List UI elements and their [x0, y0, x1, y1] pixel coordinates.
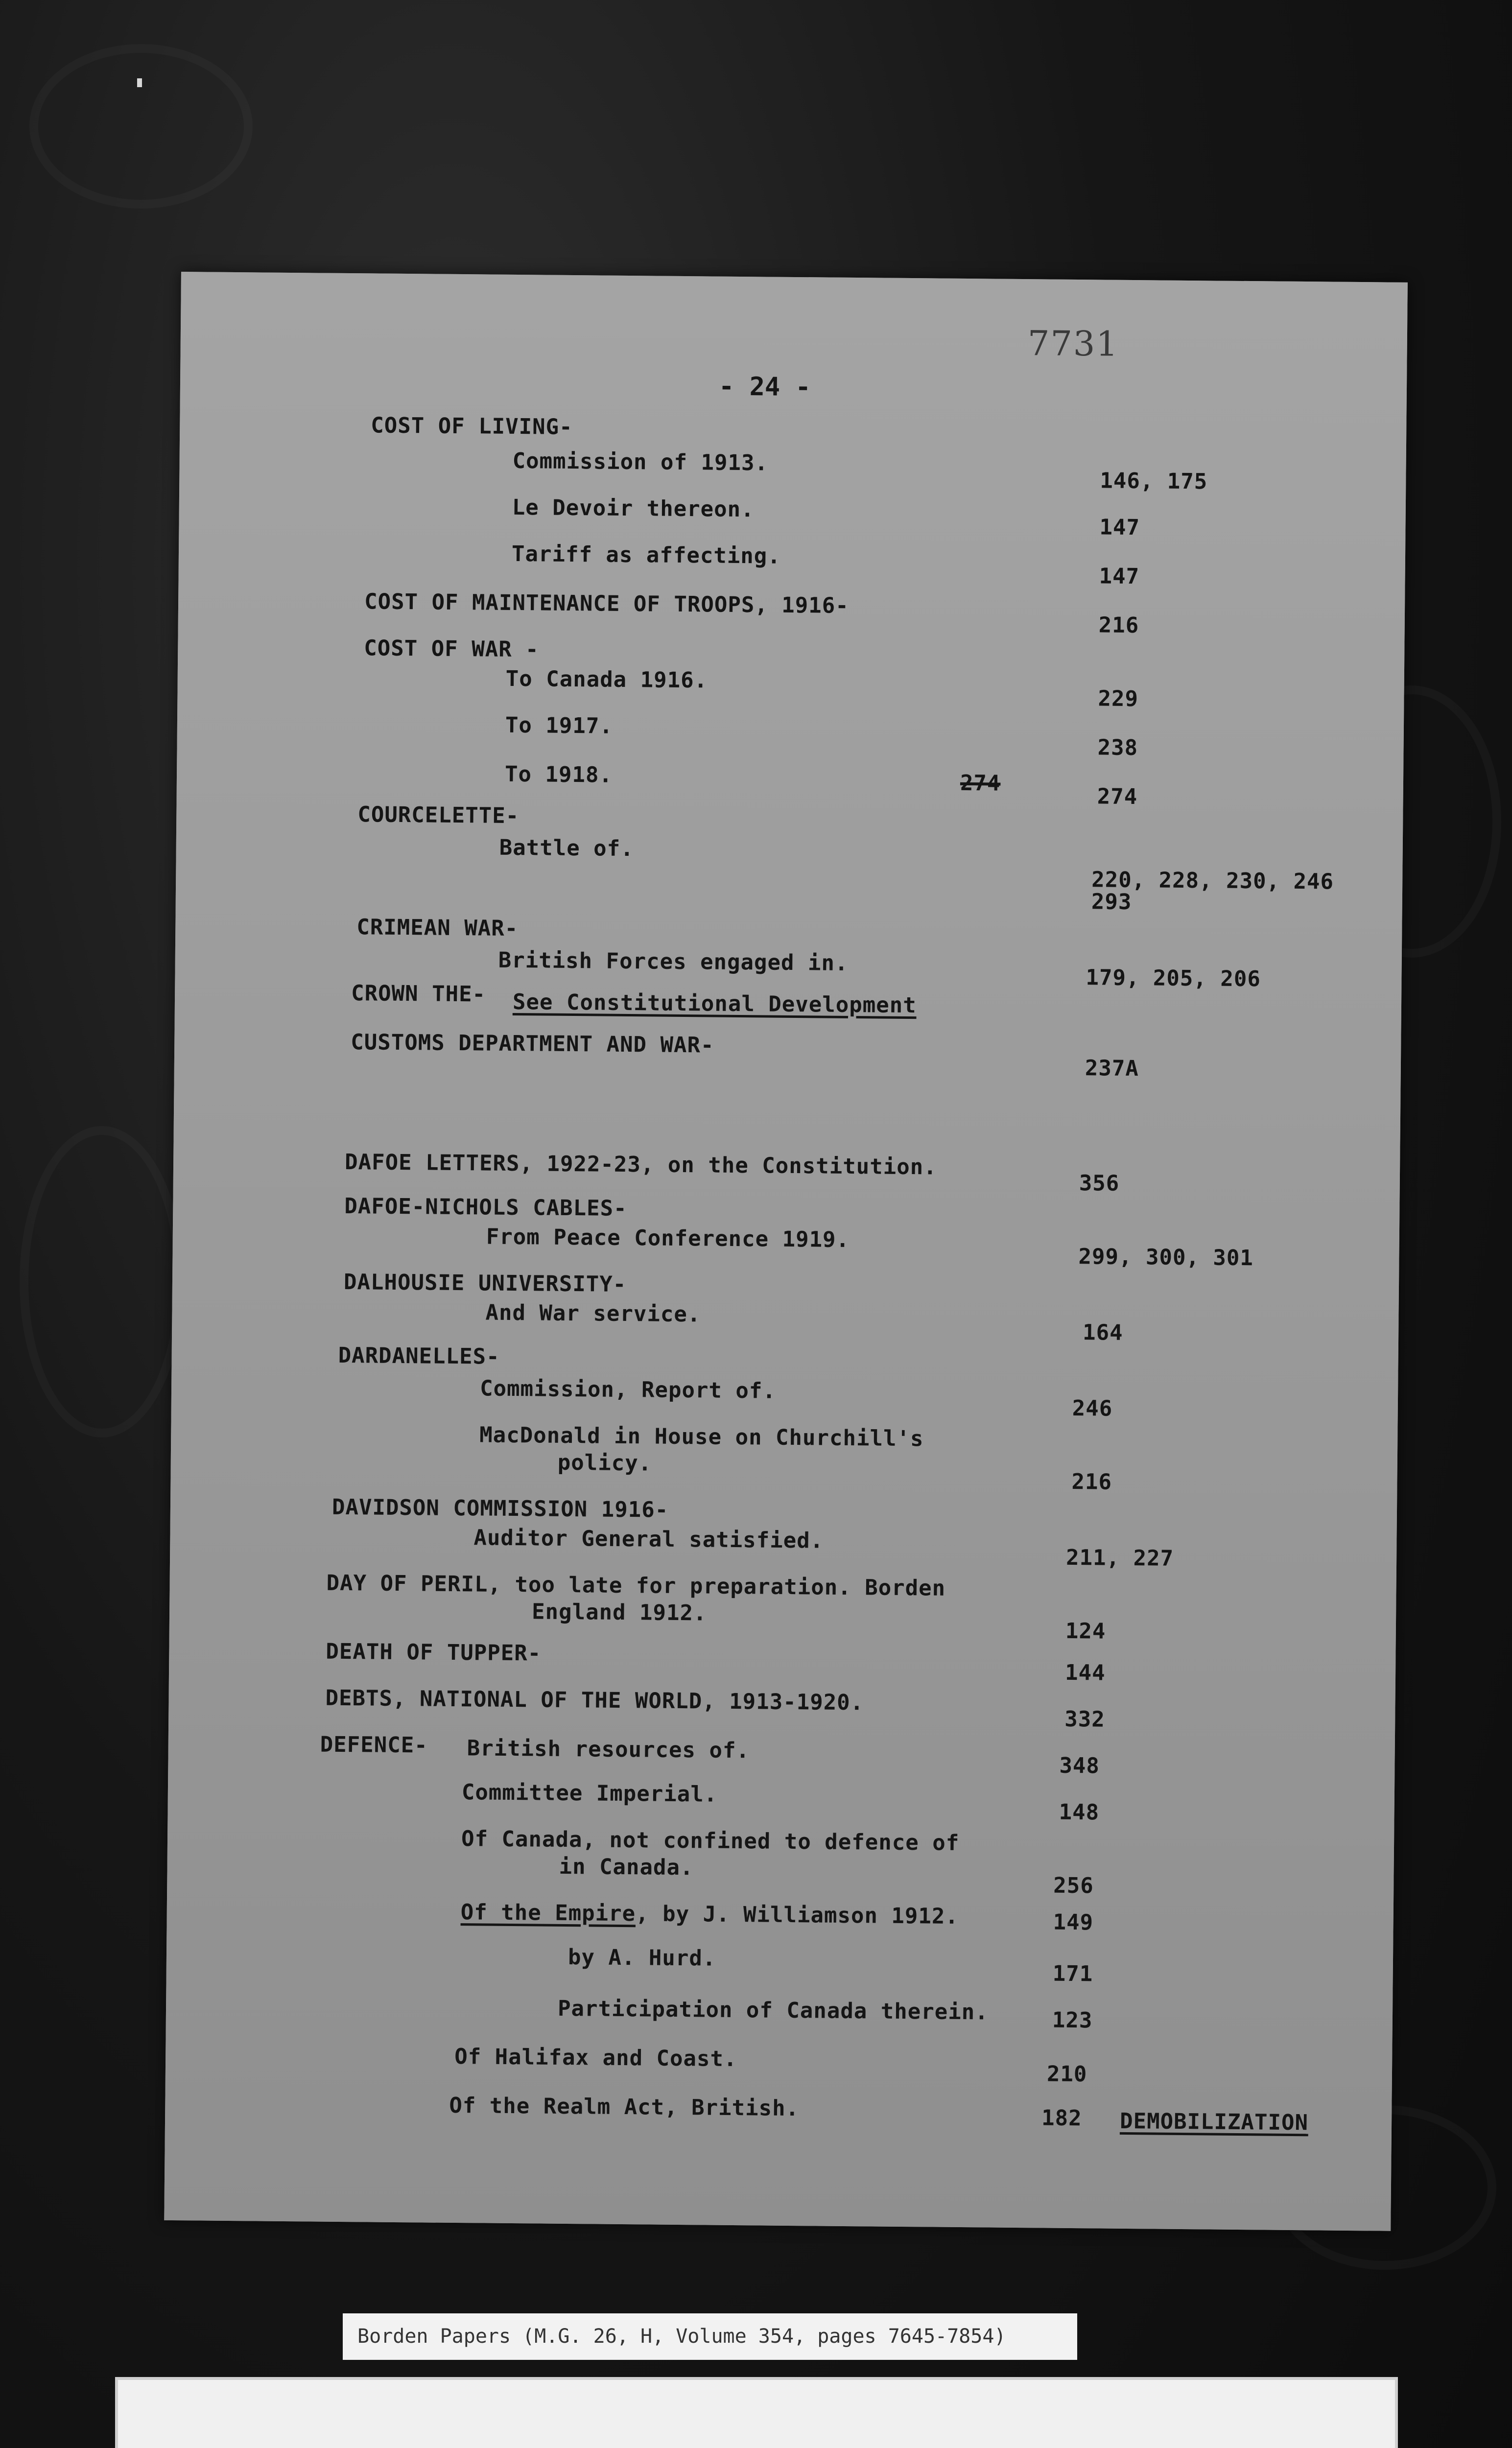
page-reference: 148: [1059, 1799, 1100, 1825]
index-subentry: [461, 1900, 959, 1929]
scan-background-blot: [20, 1126, 184, 1437]
page-reference: 123: [1052, 2007, 1093, 2033]
index-heading: DALHOUSIE UNIVERSITY-: [343, 1269, 627, 1297]
index-subentry: Auditor General satisfied.: [473, 1525, 824, 1554]
see-reference: See Constitutional Development: [512, 989, 917, 1018]
index-subentry: Commission of 1913.: [512, 448, 769, 476]
index-subentry: To Canada 1916.: [505, 666, 708, 693]
underlined-title: Of the Empire: [460, 1900, 636, 1927]
page-reference: 211, 227: [1065, 1545, 1174, 1571]
index-heading: DAVIDSON COMMISSION 1916-: [331, 1494, 669, 1523]
index-subentry: Of the Realm Act, British.: [449, 2093, 800, 2121]
index-subentry: by A. Hurd.: [567, 1945, 716, 1971]
index-subentry: To 1917.: [505, 712, 614, 739]
index-heading: CROWN THE-: [351, 981, 486, 1007]
archives-card: [115, 2377, 1398, 2448]
index-subentry: From Peace Conference 1919.: [486, 1224, 850, 1252]
index-heading: DEFENCE-: [320, 1732, 428, 1758]
index-subentry: British Forces engaged in.: [498, 947, 849, 976]
index-heading: CUSTOMS DEPARTMENT AND WAR-: [351, 1030, 714, 1058]
index-subentry: Battle of.: [499, 835, 634, 862]
page-reference: 149: [1053, 1909, 1094, 1935]
index-subentry: Of Canada, not confined to defence of: [461, 1826, 960, 1856]
page-reference: 246: [1072, 1395, 1113, 1421]
page-number: - 24 -: [718, 372, 811, 402]
index-heading: COST OF WAR -: [364, 636, 539, 662]
index-subentry: And War service.: [485, 1300, 701, 1327]
page-reference: 229: [1098, 686, 1139, 712]
page-reference: 210: [1046, 2061, 1087, 2087]
citation-label: Borden Papers (M.G. 26, H, Volume 354, pages 7645-7854): [343, 2313, 1077, 2360]
page-reference: 216: [1098, 612, 1139, 638]
index-subentry: Committee Imperial.: [461, 1780, 718, 1807]
index-subentry: England 1912.: [531, 1599, 707, 1626]
stamp-number: 7731: [1027, 323, 1119, 364]
index-heading: COST OF LIVING-: [371, 413, 573, 440]
index-subentry: in Canada.: [559, 1854, 694, 1881]
page-reference: 171: [1052, 1961, 1093, 1987]
index-subentry: To 1918.: [504, 761, 613, 788]
index-heading: DEATH OF TUPPER-: [326, 1639, 542, 1666]
page-reference: 182: [1041, 2105, 1082, 2131]
index-subentry: MacDonald in House on Churchill's: [479, 1422, 924, 1452]
page-reference: 124: [1065, 1618, 1106, 1644]
page-reference: 293: [1091, 889, 1132, 915]
page-reference: 147: [1099, 564, 1140, 589]
page-reference: 220, 228, 230, 246: [1091, 867, 1334, 894]
index-heading: DAY OF PERIL, too late for preparation. Borden: [326, 1570, 946, 1601]
index-subentry: Participation of Canada therein.: [557, 1996, 989, 2025]
film-corner-mark: [137, 78, 142, 87]
index-heading: DAFOE-NICHOLS CABLES-: [344, 1193, 627, 1222]
index-heading: DAFOE LETTERS, 1922-23, on the Constitution.: [344, 1149, 937, 1180]
index-subentry: Le Devoir thereon.: [512, 494, 755, 522]
page-reference: 179, 205, 206: [1086, 965, 1261, 992]
page-reference: 237A: [1085, 1056, 1139, 1082]
page-reference: 332: [1064, 1706, 1105, 1732]
page-reference: 164: [1082, 1320, 1123, 1345]
index-subentry: British resources of.: [467, 1736, 750, 1764]
page-reference: 274: [1097, 784, 1138, 810]
author-note: , by J. Williamson 1912.: [635, 1901, 959, 1929]
page-reference: 348: [1059, 1753, 1100, 1779]
page-reference: 146, 175: [1100, 468, 1208, 494]
index-subentry: Of Halifax and Coast.: [454, 2044, 737, 2072]
page-reference: 356: [1079, 1171, 1120, 1196]
index-heading: COURCELETTE-: [357, 802, 520, 829]
index-subentry: Tariff as affecting.: [511, 541, 781, 569]
index-subentry: Commission, Report of.: [479, 1376, 777, 1404]
index-heading: CRIMEAN WAR-: [356, 915, 519, 942]
page-reference: 256: [1053, 1873, 1094, 1899]
index-page: [164, 272, 1408, 2231]
page-reference: 147: [1099, 515, 1140, 541]
page-reference: 299, 300, 301: [1078, 1244, 1254, 1271]
scan-background-blot: [29, 44, 253, 209]
page-reference: 144: [1064, 1660, 1106, 1686]
page-reference: 216: [1071, 1469, 1112, 1495]
struck-page-reference: 274: [960, 770, 1001, 796]
page-reference: 238: [1097, 735, 1138, 761]
index-heading: DARDANELLES-: [338, 1342, 500, 1369]
index-heading: DEBTS, NATIONAL OF THE WORLD, 1913-1920.: [325, 1685, 864, 1716]
index-heading: COST OF MAINTENANCE OF TROOPS, 1916-: [364, 589, 849, 618]
next-heading: DEMOBILIZATION: [1119, 2108, 1309, 2136]
index-subentry: policy.: [557, 1450, 652, 1476]
